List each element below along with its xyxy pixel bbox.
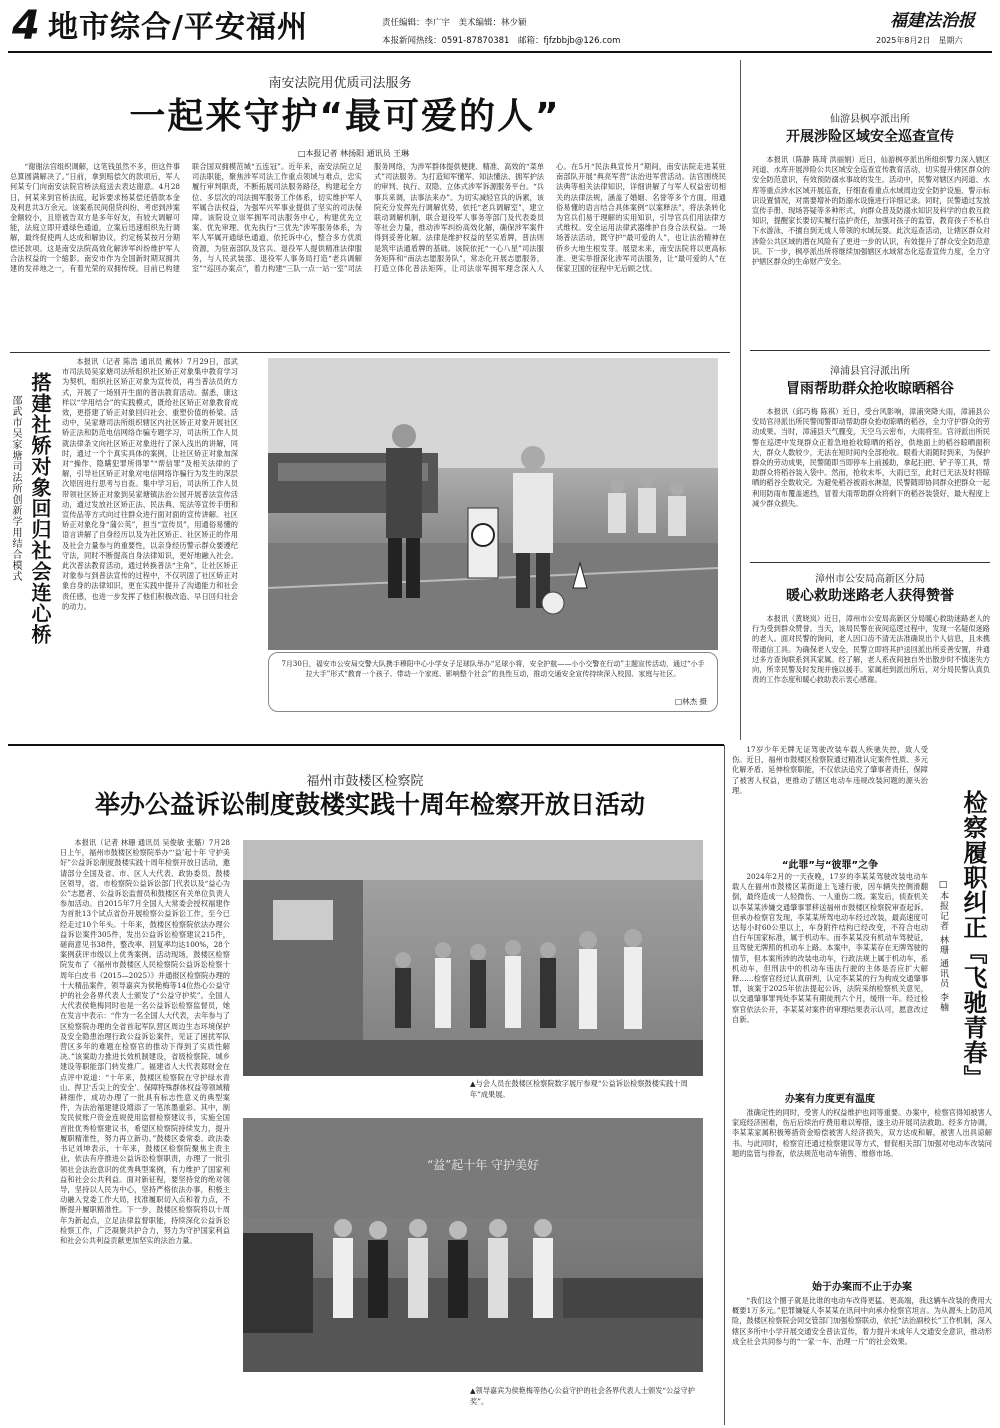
jiaoyang-kicker: 邵武市吴家塘司法所创新学用结合模式 (10, 395, 21, 582)
proc-body: 本报讯（记者 林珊 通讯员 吴俊敏 张璐）7月28日上午，福州市鼓楼区检察院举办“‘益’起十年 守护美好”公益诉讼制度鼓楼实践十周年检察开放日活动，邀请部分全国及省、市、区人大代表、政协委员、鼓楼区领导，省、市检察院公益诉讼部门代表以及“益心为公”志愿者、公益诉讼监督员和鼓楼区有关单位负责人参加活动。自2015年7月全国人大常委会授权福建作为首批13个试点省份开展检察公益诉讼工作，至今已经走过10个年头。十年来，鼓楼区检察院依法办理公益诉讼案件305件，发出公益诉讼检察建议215件，磋商意见书38件，整改率、回复率均达100%，28个案例获评市级以上优秀案例。活动现场，鼓楼区检察院发布了《福州市鼓楼区人民检察院公益诉讼检察十周年白皮书（2015—2025）》并通报区检察院办理的十大精品案件，领导嘉宾为侯艳梅等14位热心公益守护的社会各界代表人士颁发了“公益守护奖”。全国人大代表侯艳梅同时也是一名公益诉讼检察监督员，她在发言中表示：“作为一名全国人大代表，去年参与了区检察院办理的全省首起军队营区周边生态环境保护及安全隐患治理行政公益诉讼案件，见证了困扰军队营区多年的难题在检察官的推动下得到了实质性解决。”该案助力推进长效机制建设，省级检察院、城乡建设等职能部门转发推广。福建省人大代表郑财金在点评中说道：“十年来，鼓楼区检察院在守护绿水青山、捍卫‘舌尖上的安全’、保障特殊群体权益等领域精耕细作，成功办理了一批具有标志性意义的典型案件，为法治福建建设增添了一笔浓墨重彩。其中，制发民侯账户资金连规使用监督检察建议书，实施全国首批优秀检察建议书，希望区检察院持续发力，提升履职精准性，努力再立新功。”鼓楼区委常委、政法委书记刘坤表示，十年来，鼓楼区检察院聚焦主责主业，依法有序推进公益诉讼检察职责，办理了一批引领社会法治意识的优秀典型案例，有力维护了国家利益和社会公共利益。面对新征程，要坚持党的绝对领导，坚持以人民为中心，坚持严格依法办事，积极主动融入党委工作大局，找准履职切入点和着力点，不断提升履职精准性。下一步，鼓楼区检察院将以十周年为新起点，立足法律监督职能，持续深化公益诉讼检察工作，广泛凝聚共护合力，努力为守护国家利益和社会公共利益贡献更加坚实的法治力量。 (60, 838, 230, 1245)
football-photo-caption: 7月30日，福安市公安局交警大队携手穆阳中心小学女子足球队举办“足球小将，安全护航——小小交警在行动”主题宣传活动，通过“小手拉大手”形式“教育一个孩子、带动一个家庭、影响整个社会”的良性互动，推动交通安全宣传持续深入校园、家庭与社区。 (281, 660, 705, 678)
story1-body: 本报讯（陈静 陈琦 洪丽娟）近日，仙游枫亭派出所组织警力深入辖区河道、水库开展涉险公共区域安全巡查宣传教育活动，切实提升辖区群众的安全防范意识，有效预防溺水事故的发生。活动中，民警对辖区内河道、水库等重点涉水区域开展巡查，仔细查看重点水域周边安全防护设施、警示标识设置情况，对需要增补的防溺水设施进行详细记录。同时，民警通过发放宣传手册、现场答疑等多种形式，向群众普及防溺水知识及科学的自救互救知识，提醒家长要切实履行监护责任，加强对孩子的监管，教育孩子不私自下水游泳，不擅自到无成人带领的水域玩耍。此次巡查活动，让辖区群众对涉险公共区域的潜在风险有了更进一步的认识，有效提升了群众安全防范意识。下一步，枫亭派出所将继续加强辖区水域常态化巡查宣传力度，全力守护辖区群众的生命财产安全。 (752, 155, 990, 267)
main-byline: □本报记者 林扬阳 通讯员 王琳 (298, 149, 410, 158)
story1-headline: 开展涉险区域安全巡查宣传 (786, 129, 954, 145)
feiche-subhead-1: “此罪”与“彼罪”之争 (781, 860, 879, 871)
proc-headline: 举办公益诉讼制度鼓楼实践十周年检察开放日活动 (94, 790, 645, 819)
exhibit-photo-caption: ▲与会人员在鼓楼区检察院数字展厅参观“公益诉讼检察鼓楼实践十周年”成果展。 (470, 1079, 688, 1099)
main-story-body: “谢谢法官组织调解，这笔钱虽然不多，但这件事总算圆满解决了。”日前，拿到赔偿欠的款项后，军人何某专门向南安法院官桥法庭送去表达谢意。4月28日，何某来到官桥法庭，起诉要求杨某偿还借款本金及利息共3万余元。该案系民间借贷纠纷，考虑到涉案金额较小，且原被告双方是多年好友，有较大调解可能，法庭立即开通绿色通道，立案后迅速组织先行调解，最终促使两人达成和解协议，约定杨某按月分期偿还款项。这是南安法院高效化解涉军纠纷维护军人合法权益的一个缩影。南安市作为全国新时期双拥共建的发祥地之一，有着光荣的双拥传统。目前已构建联合国双拥模范城“五连冠”。近年来，南安法院立足司法职能，聚焦涉军司法工作重点领域与难点，忠实履行审判职责，不断拓展司法服务路径，构建起全方位、多层次的司法拥军服务工作体系，切实维护军人军属合法权益，为强军兴军事业提供了坚实的司法保障。该院设立崇军拥军司法服务中心，构建优先立案、优先审理、优先执行“三优先”涉军服务体系，为军人军属开通绿色通道，依托诉中心，整合多方优质资源，为驻南部队及官兵、退役军人提供精准法律服务，与人民武装部、退役军人事务局打造“老兵调解室”“巡回办案点”，着力构建“三队一点一站一室”司法服务网络，为涉军群体提供便捷、精准、高效的“菜单式”司法服务。为打造知军懂军、知法懂法、拥军护法的审判、执行、双隐、立体式涉军诉源服务平台。“兵事兵来调，法事法来办”。为切实减轻官兵的诉累，该院充分发挥先行调解优势，依托“老兵调解室”，建立联动调解机制，联合退役军人事务等部门及代表委员等社会力量，推动涉军纠纷高效化解，确保涉军案件得到妥善化解。法律是维护权益的坚实盾牌，普法则是筑牢法通盾牌的基础。该院依托“一心八星”司法服务矩阵和“南法志愿服务队”，常态化开展志愿服务，打造立体化普法矩阵，让司法崇军拥军理念深入人心。在5月“民法典宣传月”期间，南安法院走进某驻南部队开展“典亮军营”法治进军营活动。法官围绕民法典等相关法律知识，详细讲解了与军人权益密切相关的法律法规，涵盖了婚姻、名誉等多个方面，用通俗易懂的语言结合具体案例“以案释法”，将法条转化为官兵们易于理解的实用知识，引导官兵们用法律方式维权。安全运用法律武器维护自身合法权益。一场场普法活动，既守护“最可爱的人”，也让法治精神在侨乡大地生根发芽。展望未来，南安法院将以更高标准、更实举措深化涉军司法服务，让“最可爱的人”在保家卫国的征程中无后顾之忧。 (10, 162, 726, 274)
football-photo-caption-box (268, 652, 718, 712)
feiche-headline: 检察履职纠正『飞驰青春』 (959, 790, 988, 1090)
story3-headline: 暖心救助迷路老人获得赞誉 (786, 588, 954, 604)
feiche-byline: □本报记者 林珊 通讯员 李楠 (938, 880, 948, 1013)
masthead (0, 0, 1000, 58)
story3-kicker: 漳州市公安局高新区分局 (815, 574, 925, 585)
exhibit-photo-art (243, 840, 703, 1076)
issue-date: 2025年8月2日 星期六 (876, 36, 963, 45)
column-divider (724, 745, 725, 1425)
divider (750, 562, 990, 563)
page-number: 4 (12, 3, 40, 49)
feiche-body-1: 2024年2月的一天夜晚，17岁的李某某驾驶改装电动车载人在福州市鼓楼区某街道上飞速行驶，因车辆失控侧滑翻倒，最终造成一人轻微伤、一人重伤二级。案发后，侦查机关以李某某涉嫌交通肇事罪移送福州市鼓楼区检察院审查起诉。但承办检察官发现，李某某所驾电动车经过改装，最高速度可达每小时60公里以上，车身附件结构已经改变，不符合电动自行车国家标准，属于机动车。而李某某没有机动车驾驶证，且驾驶无牌照的机动车上路。本案中，李某某存在无牌驾驶的情节，但本案所涉的改装电动车，行政法规上属于机动车，系机动车，但刑法中的机动车违法行驶的主体是否应扩大解释……检察官经过认真研判，认定李某某的行为构成交通肇事罪，该案于2025年依法提起公诉，法院采纳检察机关意见，以交通肇事罪判处李某某有期徒刑六个月，缓刑一年。经过检察官依法公开，李某某对案件的审理结果表示认可，愿意改过自新。 (732, 872, 928, 1024)
paper-logo: 福建法治报 (890, 11, 975, 31)
masthead-rule (8, 51, 992, 53)
award-photo-caption: ▲领导嘉宾为侯艳梅等热心公益守护的社会各界代表人士颁发“公益守护奖”。 (470, 1386, 695, 1406)
section-divider (8, 744, 724, 746)
main-headline: 一起来守护“最可爱的人” (129, 96, 561, 137)
football-photo-art (268, 358, 718, 650)
football-photo (268, 358, 718, 650)
football-photo-credit: □林杰 摄 (675, 697, 707, 706)
feiche-intro: 17岁少年无牌无证驾驶改装车载人疾驰失控，致人受伤。近日，福州市鼓楼区检察院通过精准认定案件性质、多元化解矛盾、延伸检察职能，不仅依法追究了肇事者责任，保障了被害人权益，更推动了辖区电动车违规改装问题的源头治理。 (732, 745, 928, 795)
divider (10, 352, 730, 353)
story3-body: 本报讯（黄晓岚）近日，漳州市公安局高新区分局暖心救助迷路老人的行为受到群众赞誉。当天，该局民警在夜间巡逻过程中，发现一名疑似迷路的老人。面对民警的询问，老人因口齿不清无法准确说出个人信息，且未携带通信工具。为确保老人安全，民警立即将其护送回派出所妥善安置，并通过多方查询联系到其家属。经了解，老人系夜间独自外出散步时不慎迷失方向，所幸民警及时发现并施以援手。家属赶到派出所后，对分局民警认真负责的工作态度和暖心救助表示衷心感谢。 (752, 614, 990, 685)
jiaoyang-headline: 搭建社矫对象回归社会连心桥 (28, 372, 52, 645)
award-photo-banner: “益”起十年 守护美好 (426, 1158, 540, 1172)
award-photo (243, 1118, 703, 1372)
jiaoyang-body: 本报讯（记者 陈浩 通讯员 戴林）7月29日，邵武市司法局吴家塘司法所组织社区矫正对象集中教育学习为契机，组织社区矫正对象为宣传员，再当普法员的方式，开展了一场别开生面的普法教育活动。据悉，康这样以“学用结合”的实践模式，既给社区矫正对象教育成效，更搭建了矫正对象回归社会、重塑价值的桥梁。活动中，吴家塘司法所组织辖区内社区矫正对象开展社区矫正法和防范电信网络诈骗专题学习，司法所工作人员就法律条文向社区矫正对象进行了深入浅出的讲解，同时，通过一个个真实具体的案例，让社区矫正对象加深对“操作、隐瞒犯罪所得罪”“帮信罪”及相关法律的了解，引导社区矫正对象对电信网络诈骗行为发生的深层次原因进行思考与自查。集中学习后，司法所工作人员带领社区矫正对象到吴家塘镇法治公园开展普法宣传活动，通过发放社区矫正法、民法典、宪法等宣传手册和宣传品等方式向过往群众进行面对面的宣传讲解。社区矫正对象化身“蒲公英”，担当“宣传员”，用通俗易懂的语言讲解了自身经历以及为社区矫正、社区矫正的作用及社会力量参与的重要性，以亲身经历警示群众要遵纪守法，同时不断提高自身法律知识，更好地融入社会。此次普法教育活动，通过转换普法“主角”，让社区矫正对象参与到普法宣传的过程中，不仅巩固了社区矫正对象自身的法律知识，更在实践中提升了沟通能力和社会责任感，也进一步发挥了他们积极改造、早日回归社会的动力。 (62, 357, 238, 611)
story2-body: 本报讯（邱巧梅 陈祺）近日，受台风影响，漳浦突降大雨，漳浦县公安局官浔派出所民警闻警即动帮助群众抢收晾晒的稻谷，全力守护群众的劳动成果。当时，漳浦县天气骤变，天空乌云密布，大雨将至。官浔派出所民警在巡逻中发现群众正着急地抢收晾晒的稻谷，供地面上的稻谷晾晒面积大，群众人数较少，无法在短时间内全部抢收。眼看大雨随时到来，为保护群众的劳动成果，民警随即当即停车上前援助，拿起扫把、铲子等工具，帮助群众将稻谷装入袋中。然而，抢收未毕，大雨已至，此时已无法及时将晾晒的稻谷全数收完。为避免稻谷被雨水淋湿，民警随即协同群众把群众一起利用防雨布覆盖遮挡，冒着大雨帮助群众将剩下的稻谷装袋好，最大程度上减少群众损失。 (752, 407, 990, 508)
column-divider (740, 60, 741, 740)
main-kicker: 南安法院用优质司法服务 (268, 76, 412, 91)
feiche-subhead-3: 始于办案而不止于办案 (812, 1282, 912, 1293)
news-hotline: 本报新闻热线：0591-87870381 邮箱：fjfzbbjb@126.com (382, 36, 621, 46)
story2-headline: 冒雨帮助群众抢收晾晒稻谷 (786, 381, 954, 397)
feiche-subhead-2: 办案有力度更有温度 (785, 1094, 875, 1105)
section-title: 地市综合/平安福州 (48, 10, 308, 45)
story2-kicker: 漳浦县官浔派出所 (830, 366, 910, 377)
proc-kicker: 福州市鼓楼区检察院 (306, 774, 424, 789)
divider (750, 350, 990, 351)
feiche-body-2: 准确定性的同时，受害人的权益维护也同等重要。办案中，检察官得知被害人家庭经济困难，伤后后续治疗费用难以筹措，遂主动开展司法救助。经多方协调，李某某家属积极筹措资金赔偿被害人经济损失，双方达成和解，被害人出具谅解书。与此同时，检察官还通过检察建议等方式，督促相关部门加强对电动车改装问题的监管与排查，依法规范电动车销售、维修市场。 (732, 1108, 992, 1158)
editors: 责任编辑：李广宇 美术编辑：林少颖 (382, 18, 527, 28)
feiche-body-3: “我们这个圈子就是比谁的电动车改得更猛、更高端，我这辆车改装的费用大概要1万多元。”犯罪嫌疑人李某某在讯问中向承办检察官坦言。为从源头上防范风险，鼓楼区检察院会同交管部门加强检察联动，依托“法治副校长”工作机制，深入辖区多所中小学开展交通安全普法宣传，着力提升未成年人交通安全意识，推动形成全社会共同参与的“一家一车、治理一片”的社会效果。 (732, 1296, 992, 1346)
story1-kicker: 仙游县枫亭派出所 (830, 114, 910, 125)
exhibit-photo (243, 840, 703, 1076)
